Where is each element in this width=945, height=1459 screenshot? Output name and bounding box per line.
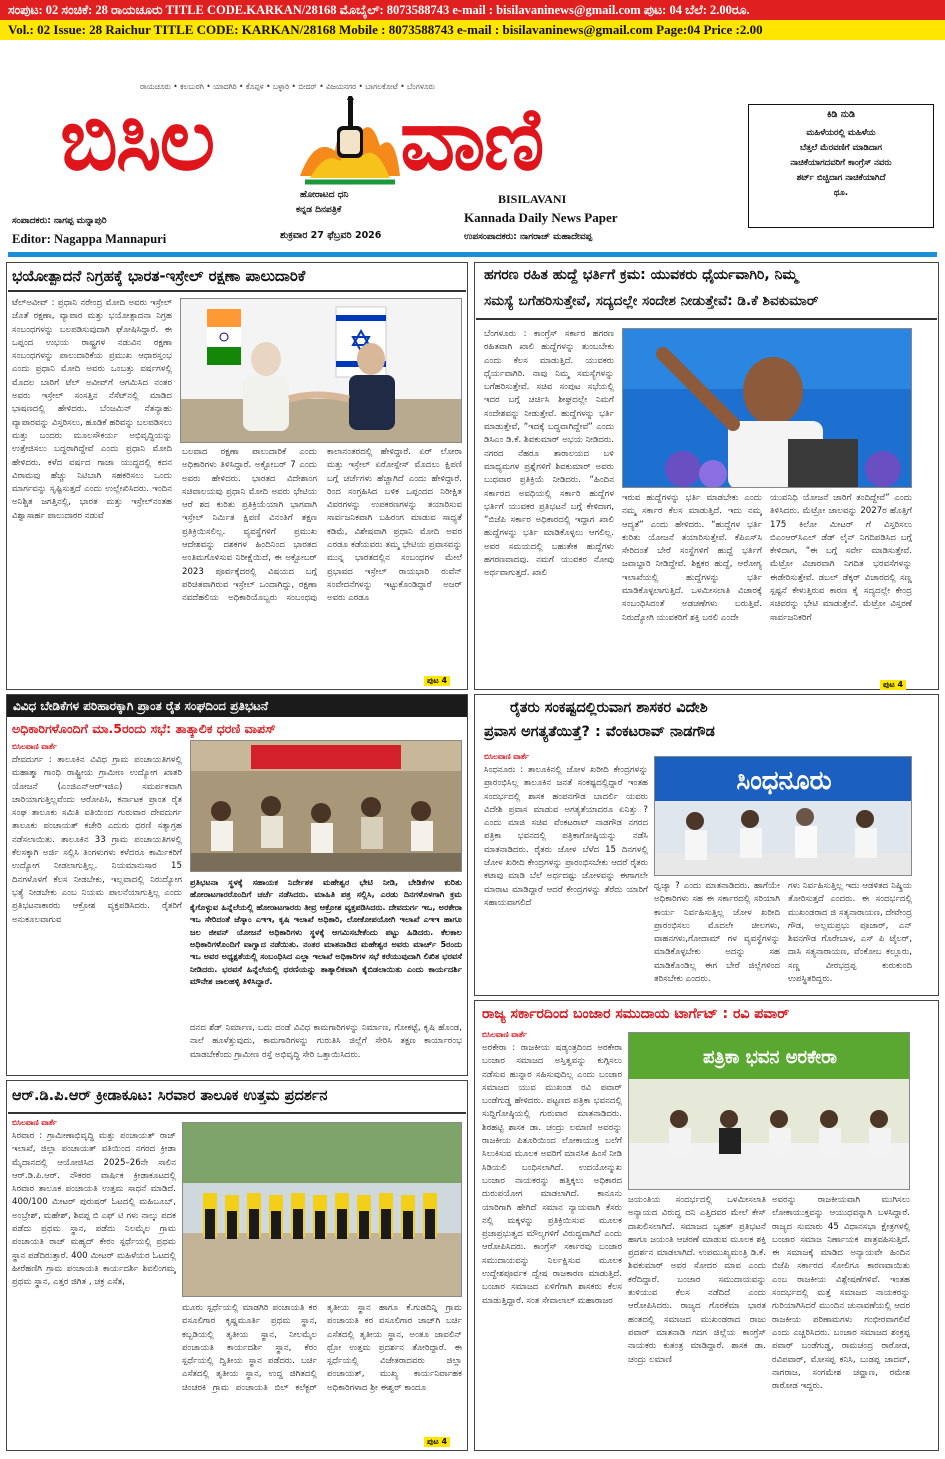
- masthead-info-bar-english: Vol.: 02 Issue: 28 Raichur TITLE CODE: KARKAN/28168 Mobile : 8073588743 e-mail : bisilavaninews@gmail.com Page:04 Price :2.00: [0, 20, 945, 40]
- masthead-divider: [8, 252, 937, 257]
- protest-image: [191, 741, 462, 872]
- story-farmers-protest-body: ದೇವದುರ್ಗ : ತಾಲೂಕಿನ ವಿವಿಧ ಗ್ರಾಮ ಪಂಚಾಯತಿಗಳಲ್ಲಿ ಮಹಾತ್ಮಾ ಗಾಂಧಿ ರಾಷ್ಟ್ರೀಯ ಗ್ರಾಮೀಣ ಉದ್ಯೋಗ ಖಾತರಿ ಯೋಜನೆ (ಎಂಜಿಎನ್‌ಆರ್‌ಇಜಿಎ) ಸಮರ್ಪಕವಾಗಿ ಜಾರಿಯಾಗುತ್ತಿಲ್ಲವೆಂದು ಆರೋಪಿಸಿ, ಕರ್ನಾಟಕ ಪ್ರಾಂತ ರೈತ ಸಂಘ ತಾಲೂಕು ಸಮಿತಿ ವತಿಯಿಂದ ಗುರುವಾರ ದೇವದುರ್ಗ ತಾಲೂಕು ಪಂಚಾಯತ್ ಕಚೇರಿ ಎದುರು ಧರಣಿ ಸತ್ಯಾಗ್ರಹ ನಡೆಸಲಾಯಿತು. ತಾಲೂಕಿನ 33 ಗ್ರಾಮ ಪಂಚಾಯತಿಗಳಲ್ಲಿ ಕೆಲಸಕ್ಕಾಗಿ ಅರ್ಜಿ ಸಲ್ಲಿಸಿ ತಿಂಗಳುಗಳು ಕಳೆದರೂ ಕಾರ್ಮಿಕರಿಗೆ ಉದ್ಯೋಗ ನೀಡಲಾಗುತ್ತಿಲ್ಲ. ನಿಯಮಾನುಸಾರ 15 ದಿನಗಳೊಳಗೆ ಕೆಲಸ ನೀಡಬೇಕು, ಇಲ್ಲವಾದಲ್ಲಿ ನಿರುದ್ಯೋಗ ಭತ್ಯೆ ನೀಡಬೇಕು ಎಂಬ ನಿಯಮ ಪಾಲನೆಯಾಗುತ್ತಿಲ್ಲ ಎಂದು ಪ್ರತಿಭಟನಾಕಾರರು ಆಕ್ರೋಶ ವ್ಯಕ್ತಪಡಿಸಿದರು. ರೈತರಿಗೆ ಅನುಕೂಲವಾಗುವ: [12, 755, 182, 925]
- story-farmers-protest-caption: ಪ್ರತಿಭಟನಾ ಸ್ಥಳಕ್ಕೆ ಸಹಾಯಕ ನಿರ್ದೇಶಕ ಮಹೇಶ್ವರ ಭೇಟಿ ನೀಡಿ, ಬೇಡಿಕೆಗಳ ಕುರಿತು ಹೋರಾಟಗಾರರೊಂದಿಗೆ ಚರ್ಚೆ ನಡೆಸಿದರು. ಮಾಹಿತಿ ಪತ್ರ ಸಲ್ಲಿಸಿ, ಎರಡು ದಿನಗಳೊಳಗಾಗಿ ಕ್ರಮ ಕೈಗೊಳ್ಳುವ ಹಿನ್ನೆಲೆಯಲ್ಲಿ ಹೋರಾಟಗಾರರು ತೀವ್ರ ಆಕ್ರೋಶ ವ್ಯಕ್ತಪಡಿಸಿದರು. ದೇವದುರ್ಗ ಇಒ, ಅರಕೇರಾ ಇಒ ಸೇರಿದಂತೆ ಜೆಸ್ಕಾಂ ಎಇಇ, ಕೃಷಿ ಇಲಾಖೆ ಅಧಿಕಾರಿ, ಲೋಕೋಪಯೋಗಿ ಇಲಾಖೆ ಎಇಇ ಹಾಗೂ ಜಲ ಜೀವನ್ ಯೋಜನೆ ಅಧಿಕಾರಿಗಳು ಸ್ಥಳಕ್ಕೆ ಆಗಮಿಸಬೇಕೆಂದು ಪಟ್ಟು ಹಿಡಿದರು. ಕೆಲಕಾಲ ಅಧಿಕಾರಿಗಳೊಂದಿಗೆ ವಾಗ್ವಾದ ನಡೆಯಿತು. ನಂತರ ಮಾತನಾಡಿದ ಮಹೇಶ್ವರ ಅವರು ಮಾರ್ಚ್ 5ರಂದು ಇಒ ಅವರ ಅಧ್ಯಕ್ಷತೆಯಲ್ಲಿ ಸಂಬಂಧಿಸಿದ ಎಲ್ಲಾ ಇಲಾಖೆ ಅಧಿಕಾರಿಗಳ ಸಭೆ ಕರೆಯುವುದಾಗಿ ಲಿಖಿತ ಭರವಸೆ ನೀಡಿದರು. ಭರವಸೆ ಹಿನ್ನೆಲೆಯಲ್ಲಿ ಧರಣಿಯನ್ನು ತಾತ್ಕಾಲಿಕವಾಗಿ ಕೈಬಿಡಲಾಯಿತು ಎಂದು ಕಾರ್ಯದರ್ಶಿ ಮೌನೇಶ ಜಾಲಹಳ್ಳಿ ತಿಳಿಸಿದ್ದಾರೆ.: [190, 877, 462, 987]
- story-venkatarao-headline-1: ರೈತರು ಸಂಕಷ್ಟದಲ್ಲಿರುವಾಗ ಶಾಸಕರ ವಿದೇಶಿ: [510, 700, 708, 716]
- story-dk-shivakumar-body: ಬೆಂಗಳೂರು : ಕಾಂಗ್ರೆಸ್ ಸರ್ಕಾರ ಹಗರಣ ರಹಿತವಾಗಿ ಖಾಲಿ ಹುದ್ದೆಗಳನ್ನು ತುಂಬಬೇಕು ಎಂದು ಕೆಲಸ ಮಾಡುತ್ತಿದೆ. ಯುವಕರು ಧೈರ್ಯವಾಗಿರಿ. ನಾವು ನಿಮ್ಮ ಸಮಸ್ಯೆಗಳನ್ನು ಬಗೆಹರಿಸುತ್ತೇವೆ. ಸಚಿವ ಸಂಪುಟ ಸಭೆಯಲ್ಲಿ ಇದರ ಬಗ್ಗೆ ಚರ್ಚಿಸಿ ಶೀಘ್ರದಲ್ಲೇ ನಿಮಗೆ ಸಂದೇಶವನ್ನು ನೀಡುತ್ತೇವೆ. ಹುದ್ದೆಗಳನ್ನು ಭರ್ತಿ ಮಾಡುತ್ತೇವೆ, “ಇದಕ್ಕೆ ಬದ್ಧವಾಗಿದ್ದೇವೆ” ಎಂದು ಡಿಸಿಎಂ ಡಿ.ಕೆ. ಶಿವಕುಮಾರ್ ಅಭಯ ನೀಡಿದರು. ನಗರದ ನೆಹರೂ ತಾರಾಲಯದ ಬಳಿ ಮಾಧ್ಯಮಗಳ ಪ್ರಶ್ನೆಗಳಿಗೆ ಶಿವಕುಮಾರ್ ಅವರು ಬುಧವಾರ ಪ್ರತಿಕ್ರಿಯೆ ನೀಡಿದರು. “ಹಿಂದಿನ ಸರ್ಕಾರದ ಅವಧಿಯಲ್ಲಿ ಸರ್ಕಾರಿ ಹುದ್ದೆಗಳ ಭರ್ತಿಗೆ ಯುವಕರ ಪ್ರತಿಭಟನೆ ಬಗ್ಗೆ ಕೇಳಿದಾಗ, “ಬಿಜೆಪಿ ಸರ್ಕಾರ ಅಧಿಕಾರದಲ್ಲಿ ಇದ್ದಾಗ ಖಾಲಿ ಹುದ್ದೆಗಳನ್ನು ಭರ್ತಿ ಮಾಡಿಕೊಳ್ಳಲು ಆಗಲಿಲ್ಲ. ಅವರ ಸಮಯದಲ್ಲಿ ಬಹುತೇಕ ಹುದ್ದೆಗಳು ಹಗರಣವಾದವು. ನಮಗೆ ಯುವಕರ ನೋವು ಅರ್ಥವಾಗುತ್ತದೆ. ಖಾಲಿ: [484, 329, 614, 579]
- story-venkatarao-body-cont-2: ಗಳು ನಿರ್ವಹಿಸುತ್ತಿಲ್ಲ ಇದು ಆಡಳಿತದ ನಿಷ್ಕ್ರಿಯ ತೋರಿಸುತ್ತದೆ ಎಂದರು. ಈ ಸಂದರ್ಭದಲ್ಲಿ ಮುಖಂಡರಾದ ಜಿ ಸತ್ಯನಾರಾಯಣ, ದೇವೇಂದ್ರ ಗೌಡ, ಅಲ್ಲಮಪ್ರಭು ಪೂಜಾರ್, ಎನ್ ಶಿವನಗೌಡ ಗೊರೇಬಾಳ, ಎಸ್ ಪಿ ಟೈಲರ್, ದಾಸಿ ಸತ್ಯನಾರಾಯಣ, ವೆಂಕೋಬ ಕಲ್ಲೂರು, ಸಣ್ಣ ವೀರಭದ್ರಪ್ಪ ಕುರುಕುಂದಿ ಉಪಸ್ಥಿತರಿದ್ದರು.: [788, 881, 912, 985]
- story-venkatarao-body-cont: ಧ್ವಜ್ಯಾ ? ಎಂದು ಮಾತನಾಡಿದರು. ಹಾಗೆಯೇ ಅಧಿಕಾರಿಗಳು ಸಹ ಈ ಸರ್ಕಾರದಲ್ಲಿ ಸರಿಯಾಗಿ ಕಾರ್ಯ ನಿರ್ವಹಿಸುತ್ತಿಲ್ಲ ಜೋಳ ಖರೀದಿ ಪ್ರಾರಂಭಿಸಲು ಮೊದಲೇ ಚೀಲಗಳು, ವಾಹನಗಳು,ಗೋದಾಮ್ ಗಳ ವ್ಯವಸ್ಥೆಗಳನ್ನು ಮಾಡಿಕೊಳ್ಳಬೇಕು ಅದನ್ನು ಸಹ ಮಾಡಿಕೊಂಡಿಲ್ಲ ಈಗ ಬೇರೆ ಜಿಲ್ಲೆಗಳಿಂದ ತರಿಸಬೇಕು ಎಂದರು.: [654, 881, 780, 985]
- story-rdpr-sports-body: ಸಿರವಾರ : ಗ್ರಾಮೀಣಾಭಿವೃದ್ಧಿ ಮತ್ತು ಪಂಚಾಯತ್ ರಾಜ್ ಇಲಾಖೆ, ಜಿಲ್ಲಾ ಪಂಚಾಯತ್ ವತಿಯಿಂದ ನಗರದ ಕ್ರೀಡಾ ಮೈದಾನದಲ್ಲಿ ಆಯೋಜಿಸಿದ 2025–26ನೇ ಸಾಲಿನ ಆರ್.ಡಿ.ಪಿ.ಆರ್. ನೌಕರರ ವಾರ್ಷಿಕ ಕ್ರೀಡಾಕೂಟದಲ್ಲಿ ಸಿರವಾರ ತಾಲೂಕ ಪಂಚಾಯತಿ ಉತ್ತಮ ಸಾಧನೆ ಮಾಡಿದೆ. 400/100 ಮೀಟರ್ ಪುರುಷರ್ ಓಟದಲ್ಲಿ ಮಹಿಬೂಬ್, ಅಂಬ್ರೇಶ್, ಮಹೇಶ್, ಶಿವಪ್ಪ ಬಿ ಎಫ್ ಟಿ ಗಳು ನಾಲ್ಕು ಪದಕ ಪಡೆದು ಪ್ರಥಮ ಸ್ಥಾನ, ಪಡೆದು ನಿಲಮೈಲ ಗ್ರಾಮ ಪಂಚಾಯತಿ ರಾಜ್ ಮಹ್ಯದ್ ಕೇರಂ ಸ್ಪರ್ಧೆಯಲ್ಲಿ ಪ್ರಥಮ ಸ್ಥಾನ ಪಡೆದಿರುತ್ತಾರೆ. 400 ಮೀಟರ್ ಮಹಿಳೆಯರ ಓಟದಲ್ಲಿ ಹೀರೆಹಣಿಗಿ ಗ್ರಾಮ ಪಂಚಾಯತಿ ಕಾರ್ಯದರ್ಶಿ ಶಿವಲಿಂಗಮ್ಮ ಪ್ರಥಮ ಸ್ಥಾನ, ಎತ್ತರ ಜಿಗಿತ , ಚಕ್ರ ಎಸೆತ,: [12, 1131, 176, 1288]
- press-meet-image: [655, 757, 912, 876]
- story-dk-shivakumar-headline-2: ಸಮಸ್ಯೆ ಬಗೆಹರಿಸುತ್ತೇವೆ, ಸದ್ಯದಲ್ಲೇ ಸಂದೇಶ ನೀಡುತ್ತೇವೆ: ಡಿ.ಕೆ ಶಿವಕುಮಾರ್: [484, 293, 819, 309]
- sub-editor: ಉಪಸಂಪಾದಕರು: ನಾಗರಾಜ್ ಮಹಾದೇವಪ್ಪ: [464, 232, 593, 242]
- kidi-nudi-line: ಶರ್ಟ್ ಬಿಚ್ಚಿದಾಗ ನಾಚಿಕೆಯಾಗಿದೆ: [796, 173, 886, 183]
- kidi-nudi-line: ಥೂ.: [833, 188, 849, 198]
- dk-shivakumar-photo: [622, 328, 912, 488]
- kidi-nudi-title: ಕಿಡಿ ನುಡಿ: [826, 109, 856, 120]
- fist-pen-icon: [295, 96, 405, 188]
- story-india-israel-headline: ಭಯೋತ್ಪಾದನೆ ನಿಗ್ರಹಕ್ಕೆ ಭಾರತ-ಇಸ್ರೇಲ್ ರಕ್ಷಣಾ ಪಾಲುದಾರಿಕೆ: [12, 267, 306, 285]
- team-image: [183, 1123, 462, 1297]
- english-subtitle: Kannada Daily News Paper: [464, 210, 618, 225]
- story-farmers-protest-headline-1: ವಿವಿಧ ಬೇಡಿಕೆಗಳ ಪರಿಹಾರಕ್ಕಾಗಿ ಪ್ರಾಂತ ರೈತ ಸಂಘದಿಂದ ಪ್ರತಿಭಟನೆ: [7, 695, 467, 717]
- reporter-byline: ಬಿಸಿಲವಾಣಿ ವಾರ್ತೆ: [482, 1030, 527, 1039]
- story-banjara-body-cont-2: ಅವರನ್ನು ರಾಜಕೀಯವಾಗಿ ಮುಗಿಸಲು ಲೋಕಾಯುಕ್ತವನ್ನು ಆಯುಧವನ್ನಾಗಿ ಬಳಸಿದ್ದಾರೆ. ರಾಜ್ಯದ ಸುಮಾರು 45 ವಿಧಾನಸಭಾ ಕ್ಷೇತ್ರಗಳಲ್ಲಿ ಬಂಜಾರ ಸಮಾಜ ನಿರ್ಣಾಯಕ ಪಾತ್ರವಹಿಸುತ್ತಿದೆ. ಈ ಸಮಾಜಕ್ಕೆ ಮಾಡಿದ ಅನ್ಯಾಯವೇ ಹಿಂದಿನ ಬಿಜೆಪಿ ಸರ್ಕಾರದ ಸೋಲಿಗೂ ಕಾರಣವಾಯಿತು ಎಂಬ ರಾಜಕೀಯ ವಿಶ್ಲೇಷಣೆಗಳಿವೆ. ಇಂತಹ ಸಂದರ್ಭದಲ್ಲಿ ಮತ್ತೆ ಸಮಾಜದ ನಾಯಕರನ್ನು ಗುರಿಯಾಗಿಸಿದರೆ ಮುಂದಿನ ಚುನಾವಣೆಯಲ್ಲಿ ಆದರ ರಾಜಕೀಯ ಪರಿಣಾಮಗಳು ಗಂಭೀರವಾಗಲಿವೆ ಎಂದು ಎಚ್ಚರಿಸಿದರು. ಬಂಜಾರ ಸಮಾಜದ ಶಂಕ್ರಪ್ಪ ಪವಾರ್ ಬಂಡೆಗುಡ್ಡ, ರಾಮಚಂದ್ರ ರಾಠೋಡ, ರವಿಪವಾರ್, ಮೋಸಪ್ಪ ಕನಿಸಿ, ಬುಡಪ್ಪ ಜಾದವ್, ನಾಗರಾಜ, ಸಂಗಮೇಶ ಚವ್ಹಾಣ, ರಮೇಶ ರಾಠೋಡ ಇದ್ದರು.: [772, 1195, 910, 1392]
- story-banjara-headline: ರಾಜ್ಯ ಸರ್ಕಾರದಿಂದ ಬಂಜಾರ ಸಮುದಾಯ ಟಾರ್ಗೆಟ್ : ರವಿ ಪವಾರ್: [482, 1006, 790, 1022]
- kidi-nudi-box: [748, 104, 934, 228]
- farmers-protest-photo: [190, 740, 462, 872]
- logo-title-left: ಬಿಸಿಲ: [60, 90, 214, 190]
- masthead-info-bar-kannada: ಸಂಪುಟ: 02 ಸಂಚಿಕೆ: 28 ರಾಯಚೂರು TITLE CODE.KARKAN/28168 ಮೊಬೈಲ್: 8073588743 e-mail : bisilavaninews@gmail.com ಪುಟ: 04 ಬೆಲೆ: 2.00ರೂ.: [0, 0, 945, 20]
- story-venkatarao-body: ಸಿಂಧನೂರು : ತಾಲೂಕಿನಲ್ಲಿ ಜೋಳ ಖರೀದಿ ಕೇಂದ್ರಗಳನ್ನು ಪ್ರಾರಂಭಿಸಿಲ್ಲ ತಾಲೂಕಿನ ಜನತೆ ಸಂಕಷ್ಟದಲ್ಲಿದ್ದಾರೆ ಇಂತಹ ಸಂದರ್ಭದಲ್ಲಿ ಶಾಸಕ ಹಂಪನಗೌಡ ಬಾದರ್ಲಿ ಯವರು ವಿದೇಶಿ ಪ್ರವಾಸ ಮಾಡುವ ಅಗತ್ಯತೆಯಾದರೂ ಏನಿತ್ತು ?ಎಂದು ಮಾಜಿ ಸಚಿವ ವೆಂಕಟರಾವ್ ನಾಡಗೌಡ ನಗರದ ಪತ್ರಿಕಾ ಭವನದಲ್ಲಿ ಪತ್ರಿಕಾಗೋಷ್ಠಿಯನ್ನು ನಡೆಸಿ ಮಾತನಾಡಿದರು. ರೈತರು ಜೋಳ ಬೆಳೆದ 15 ದಿನಗಳಲ್ಲಿ ಜೋಳ ಖರೀದಿ ಕೇಂದ್ರಗಳನ್ನು ಪ್ರಾರಂಭಿಸಬೇಕು ಆದರೆ ರೈತರು ಕಟಾವು ಮಾಡಿ ಬೆಲೆ ಅರ್ಧದಷ್ಟು ಜೋಳವನ್ನು ಈಗಾಗಲೇ ಮಾರಾಟ ಮಾಡಿದ್ದಾರೆ ಆದರೆ ಕೇಂದ್ರಗಳನ್ನು ತೆರೆದು ಯಾರಿಗೆ ಸಹಾಯವಾಗಲಿದೆ: [484, 765, 648, 908]
- issue-date: ಶುಕ್ರವಾರ 27 ಫೆಬ್ರವರಿ 2026: [280, 230, 382, 241]
- story-banjara-body: ಅರಕೇರಾ : ರಾಜಕೀಯ ಷಡ್ಯಂತ್ರದಿಂದ ಅರಕೇರಾ ಬಂಜಾರ ಸಮಾಜದ ಅಸ್ತಿತ್ವವನ್ನು ಕುಗ್ಗಿಸಲು ನಡೆಸುವ ಹುನ್ನಾರ ಸಹಿಸುವುದಿಲ್ಲ ಎಂದು ಬಂಜಾರ ಸಮಾಜದ ಯುವ ಮುಖಂಡ ರವಿ ಪವಾರ್ ಬಂಡೆಗುಡ್ಡ ಹೇಳಿದರು. ಪಟ್ಟಣದ ಪತ್ರಿಕಾ ಭವನದಲ್ಲಿ ಸುದ್ದಿಗೋಷ್ಠಿಯಲ್ಲಿ ಗುರುವಾರ ಮಾತನಾಡಿದರು. ಶಿರಹಟ್ಟಿ ಶಾಸಕ ಡಾ. ಚಂದ್ರು ಲಮಾಣಿ ಅವರನ್ನು ರಾಜಕೀಯ ಪಿತೂರಿಯಿಂದ ಲೋಕಾಯುಕ್ತ ಬಲೆಗೆ ಸಿಲುಕಿಸುವ ಮೂಲಕ ಅವರಿಗೆ ಮಾನಸಿಕ ಹಿಂಸೆ ನೀಡಿ ಸಿಡಿಯಲಿ ಬಂಧಿಸಲಾಗಿದೆ. ಉದಯೋನ್ಮುಖ ಬಂಜಾರ ನಾಯಕರನ್ನು ಹತ್ತಿಕ್ಕಲು ಅಧಿಕಾರದ ದುರುಪಯೋಗ ಮಾಡಲಾಗಿದೆ. ಕಾನೂನು ಯಾರಿಗಾಗಿ ಹೇಗಿದೆ ಸಮಾನ ನ್ಯಾಯವಾಗಿ ಕೆಸರು ನಲ್ಲಿ ಮಕ್ಕಳನ್ನು ಪ್ರತಿಕ್ರಿಯಿಸುವ ಮೂಲಕ ಪ್ರಜಾಪ್ರಭುತ್ವದ ಮೌಲ್ಯಗಳಿಗೆ ವಿರುದ್ಧವಾಗಿದೆ ಎಂದು ಆರೋಪಿಸಿದರು. ಕಾಂಗ್ರೆಸ್ ಸರ್ಕಾರವು ಬಂಜಾರ ಸಮುದಾಯವನ್ನು ನಿರ್ಲಕ್ಷಿಸುವ ಮೂಲಕ ಉದ್ದೇಶಪೂರ್ವಕ ದ್ವೇಷ ರಾಜಕಾರಣ ಮಾಡುತ್ತಿದೆ. ಬಂಜಾರ ಸಮಾಜದ ಏಳಿಗೆಗಾಗಿ ಶಾಸಕರು ಕೆಲಸ ಮಾಡುತ್ತಿದ್ದಾರೆ. ಸಂತ ಸೇವಾಲಾಲ್ ಮಹಾರಾಜರ: [482, 1043, 622, 1306]
- tagline-daily: ಕನ್ನಡ ದಿನಪತ್ರಿಕೆ: [296, 205, 342, 215]
- english-title: BISILAVANI: [498, 192, 567, 206]
- photo-banner-text: ಸಿಂಧನೂರು: [736, 766, 832, 796]
- story-farmers-protest-headline-2: ಅಧಿಕಾರಿಗಳೊಂದಿಗೆ ಮಾ.5ರಂದು ಸಭೆ: ತಾತ್ಕಾಲಿಕ ಧರಣಿ ವಾಪಸ್: [12, 721, 276, 736]
- story-rdpr-sports-body-cont: ಮೂರು ಸ್ಪರ್ಧೆಯಲ್ಲಿ ಮಾಡಗಿರಿ ಪಂಚಾಯತಿ ಕರ ವಸೂಲಿಗಾರ ಕೃಷ್ಣಮೂರ್ತಿ ಪ್ರಥಮ ಸ್ಥಾನ, ಕಬ್ಬಡಿಯಲ್ಲಿ ತೃತೀಯ ಸ್ಥಾನ, ನೀಲಮೈಲ ಪಂಚಾಯತಿ ಕಾರ್ಯದರ್ಶಿ ಸ್ಥಾನ, ಕೆರಂ ಸ್ಪರ್ಧೆಯಲ್ಲಿ ದ್ವಿತೀಯ ಸ್ಥಾನ ಪಡೆದರು. ಬರ್ಚಿ ಎಸೆತದಲ್ಲಿ ತೃತೀಯ ಸ್ಥಾನ, ಉದ್ದ ಜಿಗಿತದಲ್ಲಿ ಚಿಂಚರಕಿ ಗ್ರಾಮ ಪಂಚಾಯತಿ ಬಿಲ್ ಕಲೆಕ್ಟರ್ ತೃತೀಯ ಸ್ಥಾನ ಹಾಗೂ ಕೆ.ಗುಡದಿನ್ನಿ ಗ್ರಾಮ ಪಂಚಾಯತಿ ಕರ ವಸೂಲಿಗಾರ ಜಾಜ್‌ಗಿ ಬರ್ಚಿ ಎಸೆತದಲ್ಲಿ ತೃತೀಯ ಸ್ಥಾನ, ಅಂತೂ ಜಾವಲಿನ್ ಥ್ರೋ ಉತ್ತಮ ಪ್ರದರ್ಶನ ತೋರಿದ್ದಾರೆ. ಈ ಸ್ಪರ್ಧೆಯಲ್ಲಿ ವಿಜೇತರಾದವರು ಜಿಲ್ಲಾ ಪಂಚಾಯತ್, ಮುಖ್ಯ ಕಾರ್ಯನಿರ್ವಾಹಕ ಅಧಿಕಾರಿಗಳಾದ ಶ್ರೀ ಈಶ್ವರ್ ಕಾಂದೂ: [182, 1303, 462, 1393]
- kidi-nudi-line: ಬೆತ್ತಲೆ ಮೆರವಣಿಗೆ ಮಾಡಿದಾಗ: [799, 143, 882, 153]
- headline-divider: [8, 290, 466, 292]
- story-dk-shivakumar-headline-1: ಹಗರಣ ರಹಿತ ಹುದ್ದೆ ಭರ್ತಿಗೆ ಕ್ರಮ: ಯುವಕರು ಧೈರ್ಯವಾಗಿರಿ, ನಿಮ್ಮ: [484, 267, 798, 283]
- story-india-israel-body: ಟೆಲ್‌ಅವೀವ್ : ಪ್ರಧಾನಿ ನರೇಂದ್ರ ಮೋದಿ ಅವರು ಇಸ್ರೇಲ್ ಜೊತೆ ರಕ್ಷಣಾ, ವ್ಯಾಪಾರ ಮತ್ತು ಭಯೋತ್ಪಾದನಾ ನಿಗ್ರಹ ಸಂಬಂಧಗಳನ್ನು ಬಲಪಡಿಸುವುದಾಗಿ ಘೋಷಿಸಿದ್ದಾರೆ. ಈ ಒಪ್ಪಂದ ಉಭಯ ರಾಷ್ಟ್ರಗಳ ನಡುವಿನ ರಕ್ಷಣಾ ಸಂಬಂಧಗಳನ್ನು ಪಾಲುದಾರಿಕೆಯ ಪ್ರಮುಖ ಆಧಾರಸ್ತಂಭ ಎಂದು ಪ್ರಧಾನಿ ಮೋದಿ ಅವರು ಒಂಬತ್ತು ವರ್ಷಗಳಲ್ಲಿ ಮೊದಲ ಬಾರಿಗೆ ಟೆಲ್ ಅವೀವ್‌ಗೆ ಆಗಮಿಸಿದ ನಂತರ ಅವರು ಇಸ್ರೇಲ್ ಸಂಸತ್ತಿನ ನೆಸೆಟ್‌ನಲ್ಲಿ ಮಾಡಿದ ಭಾಷಣದಲ್ಲಿ ಹೇಳಿದರು. ಬೆಂಜಮಿನ್ ನೆತನ್ಯಾಹು ವ್ಯಾಪಾರವನ್ನು ವಿಸ್ತರಿಸಲು, ಹೂಡಿಕೆ ಹರಿವನ್ನು ಬಲಪಡಿಸಲು ಮತ್ತು ಬಂದರು ಮೂಲಸೌಕರ್ಯ ಅಭಿವೃದ್ಧಿಯನ್ನು ಉತ್ತೇಜಿಸಲು ಬದ್ಧರಾಗಿದ್ದೇವೆ ಎಂದು ಪ್ರಧಾನಿ ಮೋದಿ ಹೇಳಿದರು. ಕಳೆದ ವರ್ಷದ ಗಾಜಾ ಯುದ್ಧದಲ್ಲಿ ಕದನ ವಿರಾಮವು ಹೆಚ್ಚು ನಿಟಿಬಾಗಿ ಸಹಕರಿಸಲು ಒಂದು ಮಾರ್ಗವನ್ನು ಸೃಷ್ಟಿಸುತ್ತದೆ ಎಂದು ಉಲ್ಲೇಖಿಸಿದರು. ಇಂದಿನ ಅನಿಶ್ಚಿತ ಜಗತ್ತಿನಲ್ಲಿ, ಭಾರತ ಮತ್ತು ಇಸ್ರೇಲ್‌ನಂತಹ ವಿಶ್ವಾಸಾರ್ಹ ಪಾಲುದಾರರ ನಡುವೆ: [12, 298, 172, 521]
- continued-page-4: ಪುಟ 4: [424, 1437, 450, 1447]
- continued-page-4: ಪುಟ 4: [880, 680, 906, 690]
- press-meet-sindhanur-photo: [654, 756, 912, 876]
- story-banjara-body-cont: ಜಯಂತಿಯ ಸಂದರ್ಭದಲ್ಲಿ ಒಳಮೀಸಲಾತಿ ಅನ್ಯಾಯದ ವಿರುದ್ಧ ದನಿ ಎತ್ತಿದವರ ಮೇಲೆ ಕೇಸ್ ದಾಖಲಿಸಲಾಗಿದೆ. ಸಮಾಜದ ಬೃಹತ್ ಪ್ರತಿಭಟನೆ ಹಾಗೂ ಜಯಂತಿ ಆಚರಣೆ ಮಾಡುವ ಮೂಲಕ ಶಕ್ತಿ ಪ್ರದರ್ಶನ ಮಾಡಲಾಗಿದೆ. ಉಪಮುಖ್ಯಮಂತ್ರಿ ಡಿ.ಕೆ. ಶಿವಕುಮಾರ್ ಅವರ ಸೋದರ ಮಾವ ಎಂದು ಕರೆದಿದ್ದಾರೆ. ಬಂಜಾರ ಸಮುದಾಯವನ್ನು ತುಳಿಯುವ ಕೆಲಸ ನಡೆದಿದೆ ಎಂದು ಆರೋಪಿಸಿದರು. ರಾಜ್ಯದ ಗೊರಕೆಮಾ ಭಾರತ ಹಂತದಲ್ಲಿ ಸಮಾಜದ ಮುಖಂಡರಾದ ರಾಜು ಪವಾರ್ ಮಾತನಾಡಿ ಗದಗ ಜಿಲ್ಲೆಯ ಕಾಂಗ್ರೆಸ್ ನಾಯಕರು ಕುತಂತ್ರ ಮಾಡಿದ್ದಾರೆ. ಶಾಸಕ ಡಾ. ಚಂದ್ರು ಲಮಾಣಿ: [628, 1195, 766, 1365]
- district-list: ರಾಯಚೂರು • ಕಲಬುರಗಿ • ಯಾದಗಿರಿ • ಕೊಪ್ಪಳ • ಬಳ್ಳಾರಿ • ಬೀದರ್ • ವಿಜಯನಗರ • ಬಾಗಲಕೋಟೆ • ಬೆಂಗಳೂರು: [140, 82, 436, 91]
- modi-netanyahu-photo: [180, 298, 462, 443]
- story-india-israel-body-cont: ಬಲವಾದ ರಕ್ಷಣಾ ಪಾಲುದಾರಿಕೆ ಎಂದು ಅಧಿಕಾರಿಗಳು ತಿಳಿಸಿದ್ದಾರೆ. ಅಕ್ಟೋಬರ್ 7 ಎಂದು ಅವರು ಹೇಳಿದರು. ಭಾರತದ ವಿದೇಶಾಂಗ ಸಚಿವಾಲಯವು ಪ್ರಧಾನಿ ಮೋದಿ ಅವರು ಭೇಟಿಯ ಆರೆ ಶದ ಕುರಿತು ಪ್ರತಿಕ್ರಿಯೆಯಾಗಿ ಭಾಗವಾಗಿ ಇಸ್ರೇಲ್ ನಿರ್ಮಿತ ಕ್ಷಿಪಣಿ ವಿನಂತಿಗೆ ತಕ್ಷಣ ಪ್ರತಿಕ್ರಿಯಿಸಲಿಲ್ಲ. ವ್ಯವಸ್ಥೆಗಳಿಗೆ ಪ್ರಮುಖ ಆದೇಶವನ್ನು ದಶಕಗಳ ಹಿಂದಿನಿಂದ ಭಾರತದ ಅಂತಿಮಗೊಳಿಸುವ ನಿರೀಕ್ಷೆಯಿದೆ, ಈ ಅಕ್ಟೋಬರ್ 2023 ಪೂರ್ವಕ್ಕೆದರಲ್ಲಿ ವಿಷಯದ ಬಗ್ಗೆ ಪರಿಚಿತವಾಗಿರುವ ಇಸ್ರೇಲ್ ಒಂದಾಗಿದ್ದು, ರಕ್ಷಣಾ ನವದೆಹಲಿಯ ಅಧಿಕಾರಿಯೊಬ್ಬರು ಸಂಬಂಧವು ಕಾಲಾನಂತರದಲ್ಲಿ ಹೇಳಿದ್ದಾರೆ. ಏರ್ ಲೋರಾ ಮತ್ತು ಇಸ್ರೇಲ್ ಏರೋಸ್ಪೇಸ್ ಮೊದಲು ಕ್ಷಿಪಣಿ ಬಗ್ಗೆ ಚರ್ಚೆಗಳು ಹೆಚ್ಚಾಗಿದೆ ಎಂದು ಹೇಳಿದ್ದಾರೆ. ರಿಂದ ಸಂಗ್ರಹಿಸಿದ ಬಳಿಕ ಒಪ್ಪಂದದ ನಿರೀಕ್ಷಿತ ವಿವರಗಳನ್ನು ಉಪಕರಣಗಳನ್ನು ತಯಾರಿಸುವ ಸಾರ್ವಜನಿಕವಾಗಿ ಬಹಿರಂಗ ಮಾಡುವ ಸಾಧ್ಯತೆ ಕಡಿಮೆ, ವಿಶೇಷವಾಗಿ ಪ್ರಧಾನಿ ಮೋದಿ ಅವರ ಎರಡೂ ಕಡೆಯವರು ತಮ್ಮ ಭೇಟಿಯ ಪ್ರವಾಸವನ್ನು ಮುನ್ನ ಭಾರತದಲ್ಲಿನ ಸಂಬಂಧಗಳ ಮೇಲೆ ಪ್ರಭಾವದ ಇಸ್ರೇಲ್ ರಾಯಭಾರಿ ರುವೆನ್ ಸಂವೇದನೆಗಳನ್ನು ಇಟ್ಟುಕೊಂಡಿದ್ದಾರೆ ಅಜರ್ ಅವರು ಎರಡೂ: [182, 447, 462, 604]
- tagline: ಹೋರಾಟದ ಧನಿ: [300, 190, 349, 200]
- rdpr-team-photo: [182, 1122, 462, 1297]
- headline-divider: [8, 1112, 466, 1114]
- story-venkatarao-headline-2: ಪ್ರವಾಸ ಅಗತ್ಯತೆಯಿತ್ತೆ? : ವೆಂಕಟರಾವ್ ನಾಡಗೌಡ: [484, 724, 715, 740]
- reporter-byline: ಬಿಸಿಲವಾಣಿ ವಾರ್ತೆ: [484, 752, 529, 761]
- headline-divider: [476, 318, 937, 320]
- story-rdpr-sports-headline: ಆರ್.ಡಿ.ಪಿ.ಆರ್ ಕ್ರೀಡಾಕೂಟ: ಸಿರವಾರ ತಾಲೂಕ ಉತ್ತಮ ಪ್ರದರ್ಶನ: [12, 1088, 328, 1104]
- reporter-byline: ಬಿಸಿಲವಾಣಿ ವಾರ್ತೆ: [12, 742, 57, 751]
- continued-page-4: ಪುಟ 4: [424, 676, 450, 686]
- editor-english: Editor: Nagappa Mannapuri: [12, 232, 167, 246]
- handshake-image: [181, 299, 462, 443]
- newspaper-logo: [60, 92, 670, 188]
- press-meet-image: [629, 1033, 910, 1190]
- kidi-nudi-line: ಮಹಿಳೆಯರಲ್ಲಿ ಮಹಿಳೆಯ: [806, 128, 876, 138]
- reporter-byline: ಬಿಸಿಲವಾಣಿ ವಾರ್ತೆ: [12, 1118, 57, 1127]
- story-dk-shivakumar-body-cont: ಇರುವ ಹುದ್ದೆಗಳನ್ನು ಭರ್ತಿ ಮಾಡಬೇಕು ಎಂದು ನಮ್ಮ ಸರ್ಕಾರ ಕೆಲಸ ಮಾಡುತ್ತಿದೆ. ಇದು ನಮ್ಮ ಆದ್ಯತೆ” ಎಂದು ಹೇಳಿದರು. “ಹುದ್ದೆಗಳ ಭರ್ತಿ ಕುರಿತು ಯೋಜನೆ ತಯಾರಿಸುತ್ತೇವೆ. ಕೆಪಿಎಸ್‌ಸಿ ಸೇರಿದಂತೆ ಬೇರೆ ಸಂಸ್ಥೆಗಳಿಗೆ ಹುದ್ದೆ ಭರ್ತಿಗೆ ಜವಾಬ್ದಾರಿ ನೀಡಿದ್ದೇವೆ. ಶಿಕ್ಷಕರ ಹುದ್ದೆ, ಆರೋಗ್ಯ ಇಲಾಖೆಯಲ್ಲಿ ಹುದ್ದೆಗಳನ್ನು ಭರ್ತಿ ಮಾಡಿಕೊಳ್ಳಲಾಗುತ್ತಿದೆ. ಒಳಮೀಸಲಾತಿ ವಿಚಾರಕ್ಕೆ ಸಂಬಂಧಿಸಿದಂತೆ ಅಡಚಣೆಗಳು ಬರುತ್ತಿವೆ. ನಿರುದ್ಯೋಗಿ ಯುವಕರಿಗೆ ಶಕ್ತಿ ಬರಲಿ ಎಂದೇ: [622, 493, 762, 623]
- kidi-nudi-line: ನಾಚಿಕೆಯಾಗದವರಿಗೆ ಕಾಂಗ್ರೆಸ್ ನವರು: [790, 158, 892, 168]
- editor-kannada: ಸಂಪಾದಕರು: ನಾಗಪ್ಪ ಮನ್ನಾಪುರಿ: [12, 216, 107, 226]
- press-meet-arakera-photo: [628, 1032, 910, 1190]
- photo-banner-text: ಪತ್ರಿಕಾ ಭವನ ಅರಕೇರಾ: [703, 1047, 837, 1068]
- speaker-image: [623, 329, 912, 488]
- logo-title-right: ವಾಣಿ: [400, 90, 543, 190]
- story-dk-shivakumar-body-cont-2: ಯುವನಿಧಿ ಯೋಜನೆ ಜಾರಿಗೆ ತಂದಿದ್ದೇವೆ” ಎಂದು ತಿಳಿಸಿದರು. ಮೆಟ್ರೋ ಜಾಲವನ್ನು 2027ರ ಹೊತ್ತಿಗೆ 175 ಕಿಲೋ ಮೀಟರ್ ಗೆ ವಿಸ್ತರಿಸಲು ಬಿಎಂಆರ್‌ಸಿಎಲ್ ಡೆಡ್ ಲೈನ್ ನಿಗದಿಪಡಿಸಿದ ಬಗ್ಗೆ ಕೇಳಿದಾಗ, “ಈ ಬಗ್ಗೆ ಸರ್ವೇ ಮಾಡಿಸುತ್ತೇವೆ. ಮೆಟ್ರೋ ವಿಚಾರವಾಗಿ ನಿಗದಿತ ಭರವಸೆಗಳನ್ನು ಈಡೇರಿಸುತ್ತೇವೆ. ಡಬಲ್ ಡೆಕ್ಕರ್ ವಿಚಾರದಲ್ಲಿ ಸಣ್ಣ ಸ್ಪಷ್ಟನೆ ಕೇಳುತ್ತಿರುವ ಕಾರಣ ಕೈ ಸದ್ಯದಲ್ಲೇ ಕೇಂದ್ರ ಸಚಿವರನ್ನು ಭೇಟಿ ಮಾಡುತ್ತೇನೆ. ಮೆಟ್ರೋ ವಿಸ್ತರಣೆ ಸಾರ್ವಜನಿಕರಿಗೆ: [770, 493, 912, 623]
- story-farmers-protest-body-cont: ದನದ ಶೆಡ್ ನಿರ್ಮಾಣ, ಬದು ದಂಡೆ ವಿವಿಧ ಕಾಮಗಾರಿಗಳನ್ನು ನಿರ್ಮಾಣ, ಗೋಕಟ್ಟೆ, ಕೃಷಿ ಹೊಂಡ, ನಾಲೆ ಹೂಳೆತ್ತುವುದು, ಕಾಮಗಾರಿಗಳನ್ನು ಗುರುತಿಸಿ ಜಿಲ್ಲೆಗೆ ಸೇರಿಸಿ ತಕ್ಷಣ ಕಾರ್ಯಾರಂಭ ಮಾಡಬೇಕೆಂದು ಗ್ರಾಮೀಣ ರಸ್ತೆ ಅಭಿವೃದ್ಧಿ ಸೇರಿ ಒತ್ತಾಯಿಸಿದರು.: [190, 1023, 462, 1060]
